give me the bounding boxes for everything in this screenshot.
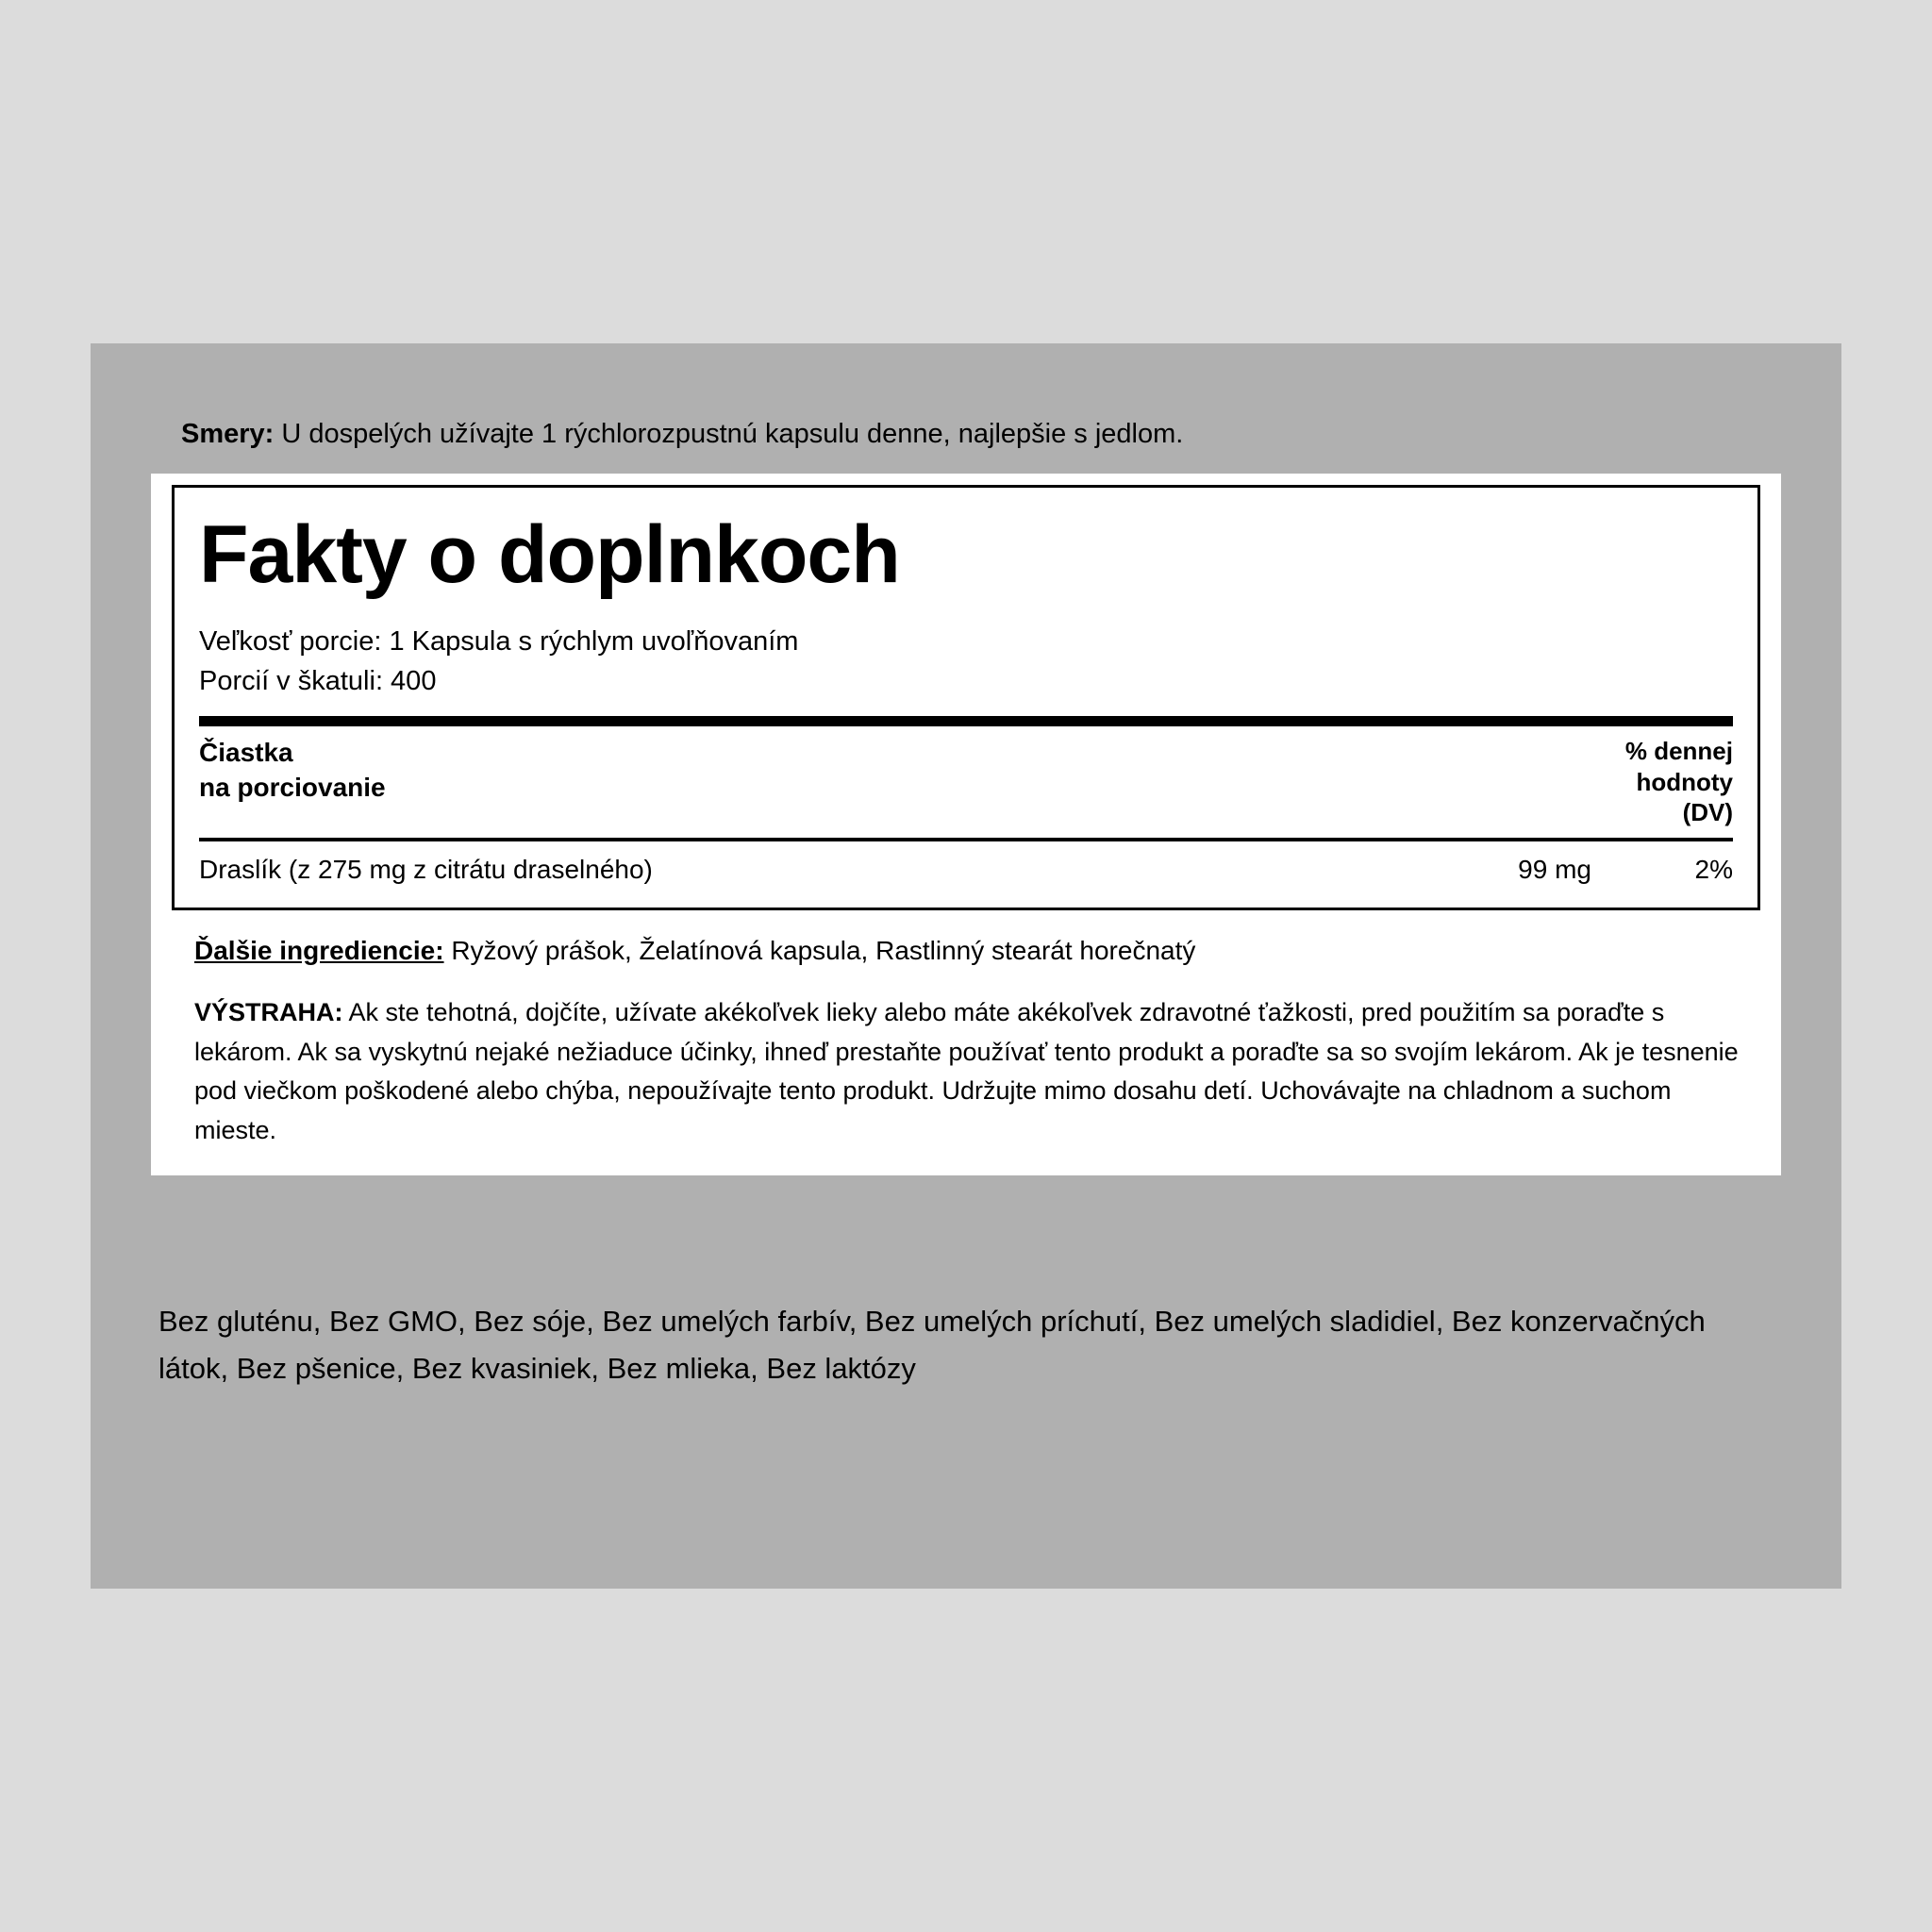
- supplement-facts-box: [151, 474, 1781, 1175]
- nutrient-daily-value: 2%: [1694, 854, 1733, 884]
- serving-size: Veľkosť porcie: 1 Kapsula s rýchlym uvoľňovaním: [199, 626, 799, 658]
- nutrient-amount: 99 mg: [1518, 854, 1591, 884]
- free-from-claims: Bez gluténu, Bez GMO, Bez sóje, Bez umelých farbív, Bez umelých príchutí, Bez umelých sladidiel, Bez konzervačných látok, Bez pšenice, Bez kvasiniek, Bez mlieka, Bez laktózy: [158, 1305, 1706, 1385]
- directions-label: Smery:: [181, 419, 275, 449]
- warning-block: [194, 993, 1743, 1151]
- supplement-label-panel: [91, 343, 1841, 1589]
- divider-thick-top: [199, 716, 1733, 726]
- directions-text: U dospelých užívajte 1 rýchlorozpustnú kapsulu denne, najlepšie s jedlom.: [281, 419, 1184, 449]
- servings-per-container: Porcií v škatuli: 400: [199, 666, 437, 697]
- dv-header-line1: % dennej: [1624, 737, 1733, 766]
- dv-header-line3: (DV): [1682, 798, 1733, 827]
- facts-table-header: [199, 726, 1733, 838]
- daily-value-header: [1625, 736, 1733, 828]
- warning-label: VÝSTRAHA:: [194, 997, 343, 1026]
- table-row: [199, 841, 1733, 898]
- nutrient-name: Draslík (z 275 mg z citrátu draselného): [199, 854, 653, 884]
- amount-per-serving-header: [199, 736, 386, 805]
- dv-header-line2: hodnoty: [1636, 767, 1733, 796]
- supplement-facts-inner: [172, 485, 1760, 910]
- amount-header-line2: na porciovanie: [199, 772, 386, 802]
- other-ingredients-text: Ryžový prášok, Želatínová kapsula, Rastlinný stearát horečnatý: [451, 935, 1196, 965]
- amount-header-line1: Čiastka: [199, 738, 293, 768]
- directions-line: [181, 417, 1785, 453]
- other-ingredients: [194, 933, 1757, 969]
- supplement-facts-title: Fakty o doplnkoch: [199, 509, 900, 600]
- warning-text: Ak ste tehotná, dojčíte, užívate akékoľvek lieky alebo máte akékoľvek zdravotné ťažkosti, pred použitím sa poraďte s lekárom. Ak sa vyskytnú nejaké nežiaduce účinky, ihneď prestaňte používať tento produkt a poraďte sa so svojím lekárom. Ak je tesnenie pod viečkom poškodené alebo chýba, nepoužívajte tento produkt. Udržujte mimo dosahu detí. Uchovávajte na chladnom a suchom mieste.: [194, 997, 1739, 1145]
- other-ingredients-label: Ďalšie ingrediencie:: [194, 935, 444, 965]
